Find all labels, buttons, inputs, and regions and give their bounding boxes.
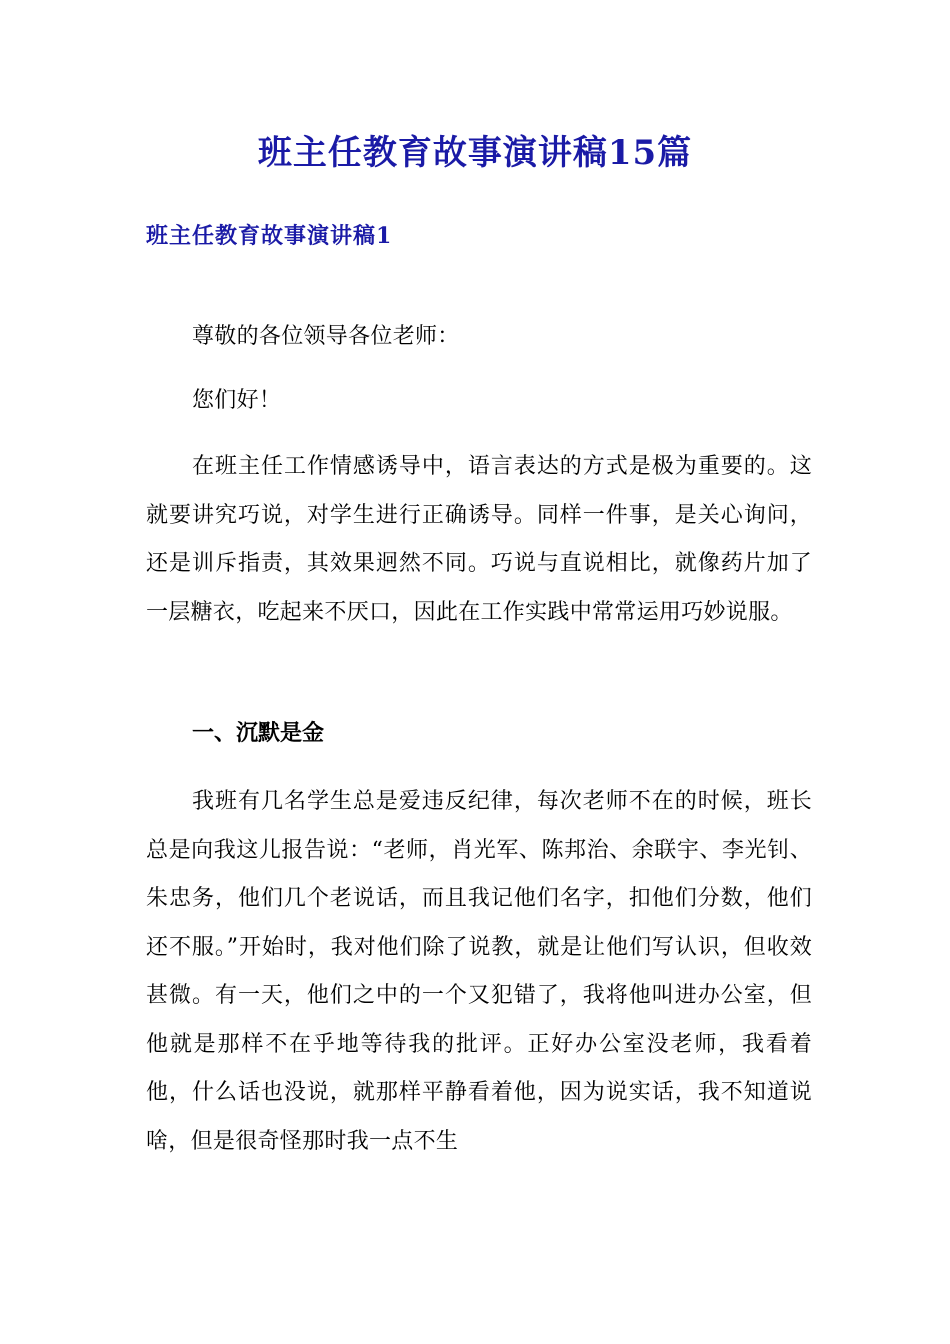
hello-paragraph: 您们好！ (192, 388, 282, 413)
greeting-paragraph: 尊敬的各位领导各位老师： (192, 324, 460, 349)
subheading-silence-is-gold: 一、沉默是金 (192, 720, 325, 746)
document-title: 班主任教育故事演讲稿15篇 (257, 133, 693, 173)
story-paragraph: 我班有几名学生总是爱违反纪律，每次老师不在的时候，班长总是向我这儿报告说：“老师，肖光军、陈邦治、余联宇、李光钊、朱忠务，他们几个老说话，而且我记他们名字，扣他们分数，他们还不服。”开始时，我对他们除了说教，就是让他们写认识，但收效甚微。有一天，他们之中的一个又犯错了，我将他叫进办公室，但他就是那样不在乎地等待我的批评。正好办公室没老师，我看着他，什么话也没说，就那样平静看着他，因为说实话，我不知道说啥，但是很奇怪那时我一点不生 (146, 789, 812, 1154)
section-title: 班主任教育故事演讲稿1 (146, 223, 393, 249)
intro-paragraph: 在班主任工作情感诱导中，语言表达的方式是极为重要的。这就要讲究巧说，对学生进行正确诱导。同样一件事，是关心询问，还是训斥指责，其效果迥然不同。巧说与直说相比，就像药片加了一层糖衣，吃起来不厌口，因此在工作实践中常常运用巧妙说服。 (146, 454, 812, 625)
